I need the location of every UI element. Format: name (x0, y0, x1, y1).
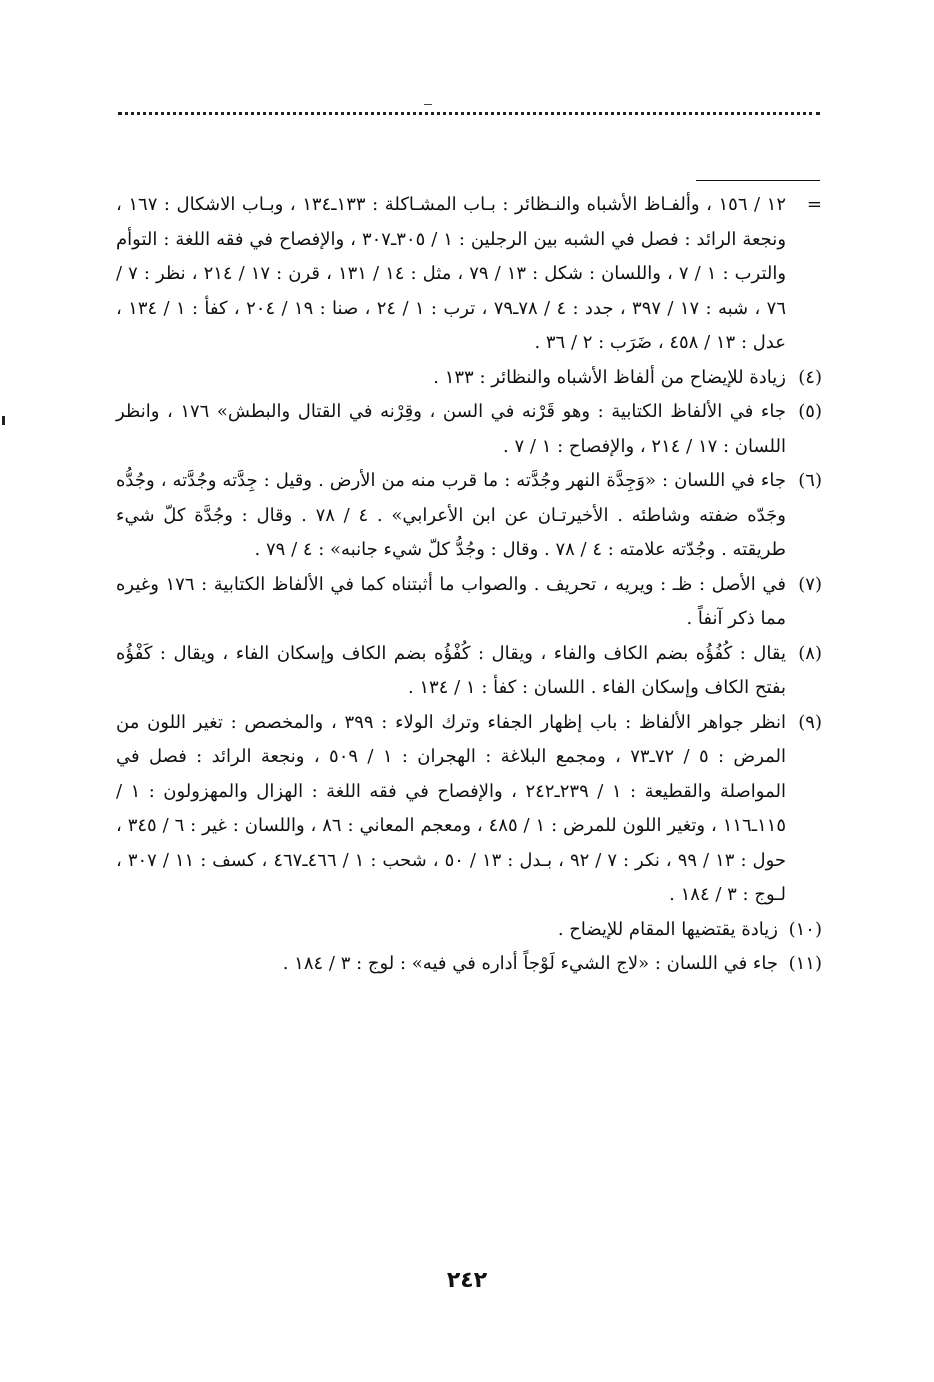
footnote-5 (116, 395, 822, 464)
footnote-11 (116, 947, 822, 982)
footnote-8 (116, 637, 822, 706)
page-number: ٢٤٢ (446, 1268, 488, 1293)
footnote-4 (116, 361, 822, 396)
footnote-number: (٤) (798, 366, 822, 388)
dotted-separator (118, 112, 820, 115)
footnote-text: جاء في اللسان : «لاج الشيء لَوْجاً أداره في فيه» : لوج : ٣ / ١٨٤ . (282, 953, 778, 974)
footnote-text: في الأصل : ظـ : ويريه ، تحريف . والصواب ما أثبتناه كما في الألفاظ الكتابية : ١٧٦ وغيره مما ذكر آنفاً . (116, 573, 787, 629)
footnote-9 (116, 706, 822, 913)
footnote-rule (696, 180, 820, 181)
footnote-6 (116, 464, 822, 568)
footnote-number: (٦) (798, 470, 822, 491)
footnote-text: زيادة يقتضيها المقام للإيضاح . (557, 918, 778, 940)
footnote-text: انظر جواهر الألفاظ : باب إظهار الجفاء وترك الولاء : ٣٩٩ ، والمخصص : تغير اللون من المرض : ٥ / ٧٢ـ٧٣ ، ومجمع البلاغة : الهجران : ١ / ٥٠٩ ، ونجعة الرائد : فصل في المواصلة والقطيعة : ١ / ٢٣٩ـ٢٤٢ ، والإفصاح في فقه اللغة : الهزال والمهزولون : ١ / ١١٥ـ١١٦ ، وتغير اللون للمرض : ١ / ٤٨٥ ، ومعجم المعاني : ٨٦ ، واللسان : غير : ٦ / ٣٤٥ ، حول : ١٣ / ٩٩ ، نكر : ٧ / ٩٢ ، بـدل : ١٣ / ٥٠ ، شحب : ١ / ٤٦٦ـ٤٦٧ ، كسف : ١١ / ٣٠٧ ، لـوج : ٣ / ١٨٤ . (116, 711, 787, 905)
footnote-number: = (806, 194, 822, 215)
footnote-continuation (116, 188, 822, 361)
footnote-number: (٥) (798, 401, 822, 422)
footnote-number: (١٠) (788, 918, 822, 940)
footnote-text: زيادة للإيضاح من ألفاظ الأشباه والنظائر : ١٣٣ . (433, 366, 786, 388)
footnote-text: جاء في الألفاظ الكتابية : وهو قَرْنه في السن ، وقِرْنه في القتال والبطش» ١٧٦ ، وانظر اللسان : ١٧ / ٢١٤ ، والإفصاح : ١ / ٧ . (116, 401, 787, 457)
footnote-number: (٧) (798, 573, 822, 595)
footnotes (116, 188, 822, 982)
footnote-number: (١١) (788, 953, 822, 974)
footnote-10 (116, 913, 822, 948)
footnote-number: (٩) (798, 711, 822, 733)
footnote-number: (٨) (798, 642, 822, 664)
footnote-text: يقال : كُفُؤُه بضم الكاف والفاء ، ويقال : كُفْؤُه بضم الكاف وإسكان الفاء ، ويقال : كَفْؤُه بفتح الكاف وإسكان الفاء . اللسان : كفأ : ١ / ١٣٤ . (116, 642, 786, 698)
footnote-text: جاء في اللسان : «وَجِدَّة النهر وجُدَّته : ما قرب منه من الأرض . وقيل : جِدَّته وجُدَّته ، وجُدُّه وجَدّه ضفته وشاطئه . الأخيرتـان عن ابن الأعرابي» . ٤ / ٧٨ . وقال : وجُدَّة كلّ شيء طريقته . وجُدّته علامته : ٤ / ٧٨ . وقال : وجُدُّ كلّ شيء جانبه» : ٤ / ٧٩ . (116, 470, 786, 560)
margin-mark (2, 416, 5, 425)
footnote-text: ١٢ / ١٥٦ ، وألفـاظ الأشباه والنـظائر : بـاب المشـاكلة : ١٣٣ـ١٣٤ ، وبـاب الاشكال : ١٦٧ ، ونجعة الرائد : فصل في الشبه بين الرجلين : ١ / ٣٠٥ـ٣٠٧ ، والإفصاح في فقه اللغة : التوأم والترب : ١ / ٧ ، واللسان : شكل : ١٣ / ٧٩ ، مثل : ١٤ / ١٣١ ، قرن : ١٧ / ٢١٤ ، نظر : ٧ / ٧٦ ، شبه : ١٧ / ٣٩٧ ، جدد : ٤ / ٧٨ـ٧٩ ، ترب : ١ / ٢٤ ، صنا : ١٩ / ٢٠٤ ، كفأ : ١ / ١٣٤ ، عدل : ١٣ / ٤٥٨ ، ضَرَب : ٢ / ٣٦ . (116, 194, 787, 353)
footnote-7 (116, 568, 822, 637)
header-mark (424, 104, 432, 105)
